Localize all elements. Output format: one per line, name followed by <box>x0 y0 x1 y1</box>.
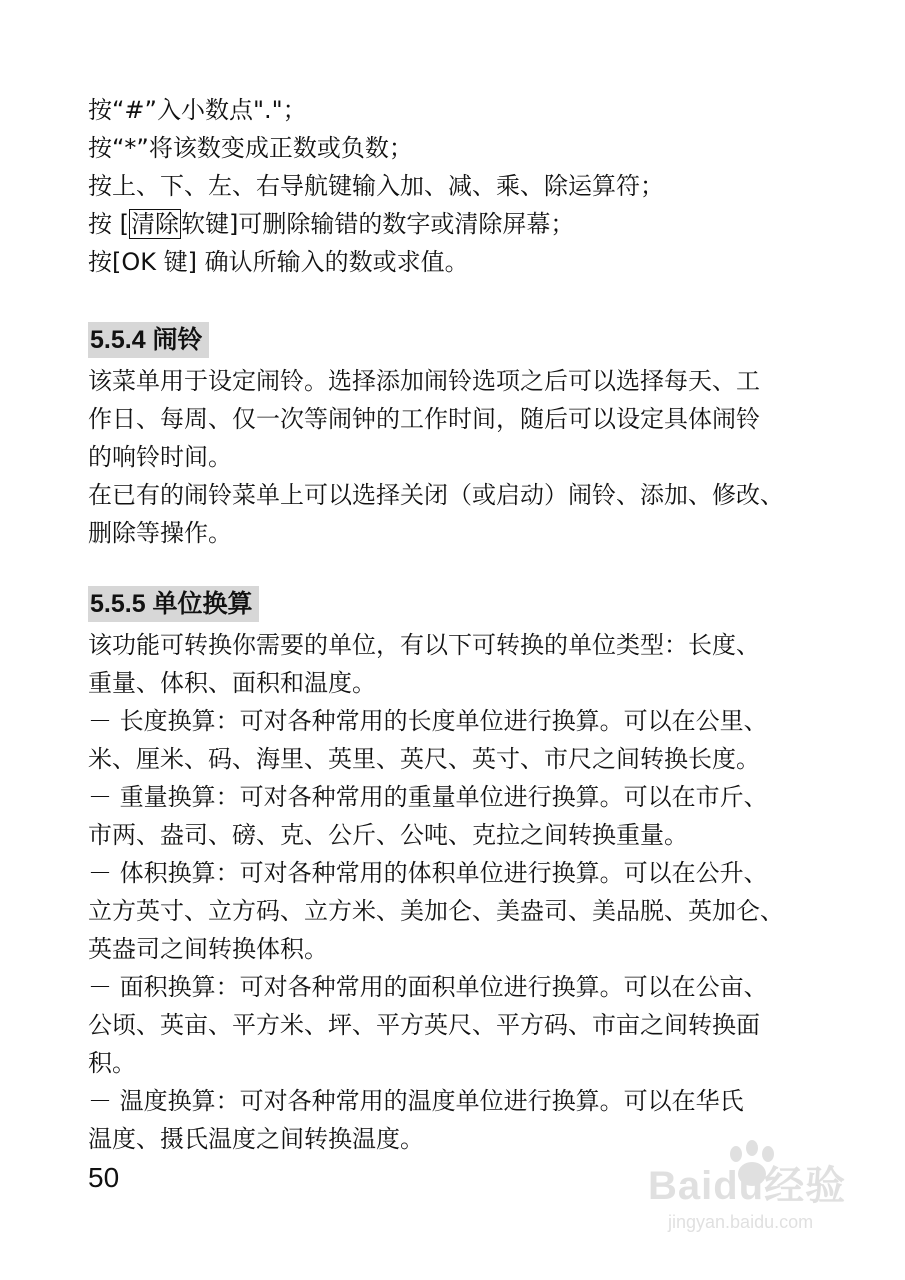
paragraph-line: 的响铃时间。 <box>88 443 232 471</box>
paragraph-line: 温度、摄氏温度之间转换温度。 <box>88 1125 424 1153</box>
instruction-line: 按“#”入小数点"."； <box>88 96 307 124</box>
paragraph-line: － 体积换算：可对各种常用的体积单位进行换算。可以在公升、 <box>88 859 768 887</box>
paragraph-line: － 温度换算：可对各种常用的温度单位进行换算。可以在华氏 <box>88 1087 744 1115</box>
paragraph-line: － 长度换算：可对各种常用的长度单位进行换算。可以在公里、 <box>88 707 768 735</box>
paragraph-line: 米、厘米、码、海里、英里、英尺、英寸、市尺之间转换长度。 <box>88 745 760 773</box>
paragraph-line: 重量、体积、面积和温度。 <box>88 669 376 697</box>
paragraph-line: 市两、盎司、磅、克、公斤、公吨、克拉之间转换重量。 <box>88 821 688 849</box>
paragraph-line: 该功能可转换你需要的单位，有以下可转换的单位类型：长度、 <box>88 631 760 659</box>
paragraph-line: 在已有的闹铃菜单上可以选择关闭（或启动）闹铃、添加、修改、 <box>88 481 784 509</box>
instruction-line: 按[OK 键] 确认所输入的数或求值。 <box>88 248 469 276</box>
paragraph-line: － 重量换算：可对各种常用的重量单位进行换算。可以在市斤、 <box>88 783 768 811</box>
instruction-line <box>88 207 574 241</box>
paragraph-line: 立方英寸、立方码、立方米、美加仑、美盎司、美品脱、英加仑、 <box>88 897 784 925</box>
instruction-line: 按“*”将该数变成正数或负数； <box>88 134 413 162</box>
instruction-prefix: 按 [ <box>88 210 129 238</box>
section-heading-alarm: 5.5.4 闹铃 <box>88 322 209 358</box>
section-heading-unit-conversion: 5.5.5 单位换算 <box>88 586 259 622</box>
paragraph-line: － 面积换算：可对各种常用的面积单位进行换算。可以在公亩、 <box>88 973 768 1001</box>
clear-softkey-label: 清除 <box>131 210 179 238</box>
paragraph-line: 作日、每周、仅一次等闹钟的工作时间，随后可以设定具体闹铃 <box>88 405 760 433</box>
instruction-suffix: 软键]可删除输错的数字或清除屏幕； <box>181 210 575 238</box>
watermark-logo: Baidu经验 <box>648 1164 847 1208</box>
instruction-line: 按上、下、左、右导航键输入加、减、乘、除运算符； <box>88 172 664 200</box>
paragraph-line: 删除等操作。 <box>88 519 232 547</box>
watermark-url: jingyan.baidu.com <box>668 1212 814 1232</box>
paragraph-line: 英盎司之间转换体积。 <box>88 935 328 963</box>
baidu-watermark <box>640 1140 880 1250</box>
page-number: 50 <box>88 1162 120 1193</box>
paragraph-line: 公顷、英亩、平方米、坪、平方英尺、平方码、市亩之间转换面 <box>88 1011 760 1039</box>
paragraph-line: 积。 <box>88 1049 136 1077</box>
paragraph-line: 该菜单用于设定闹铃。选择添加闹铃选项之后可以选择每天、工 <box>88 367 760 395</box>
